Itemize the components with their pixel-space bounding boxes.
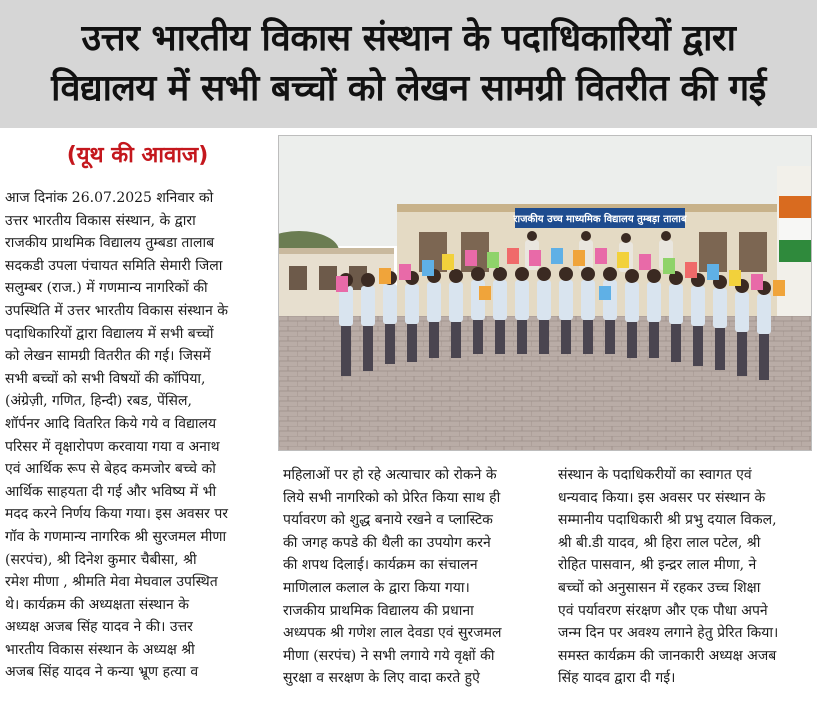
article-line: श्री बी.डी यादव, श्री हिरा लाल पटेल, श्री xyxy=(558,534,761,551)
article-line: भारतीय विकास संस्थान के अध्यक्ष श्री xyxy=(5,641,195,658)
article-line: महिलाओं पर हो रहे अत्याचार को रोकने के xyxy=(283,467,497,483)
article-line: सिंह यादव द्वारा दी गई। xyxy=(558,670,676,687)
article-line: बच्चों को अनुसासन में रहकर उच्च शिक्षा xyxy=(558,579,761,596)
article-line: अध्यक्ष अजब सिंह यादव ने की। उत्तर xyxy=(5,619,193,636)
article-line: अजब सिंह यादव ने कन्या भ्रूण हत्या व xyxy=(5,664,199,681)
article-column-3 xyxy=(558,464,812,690)
article-line: थे। कार्यक्रम की अध्यक्षता संस्थान के xyxy=(5,596,189,613)
article-column-2 xyxy=(283,464,538,690)
school-sign-text: राजकीय उच्च माध्यमिक विद्यालय तुम्बड़ा तालाब xyxy=(513,214,687,225)
article-line: रोहित पासवान, श्री इन्द्रर लाल मीणा, ने xyxy=(558,557,757,574)
article-line: सुरक्षा व सरक्षण के लिए वादा करते हुऐ xyxy=(283,670,480,687)
article-line: उपस्थिति में उत्तर भारतीय विकास संस्थान के xyxy=(5,302,229,319)
news-photo xyxy=(278,135,812,451)
article-line: राजकीय प्राथमिक विद्यालय की प्रधाना xyxy=(283,602,474,619)
article-line: राजकीय प्राथमिक विद्यालय तुम्बडा तालाब xyxy=(5,235,215,252)
headline-line-2: विद्यालय में सभी बच्चों को लेखन सामग्री वितरीत की गई xyxy=(51,68,766,109)
headline-banner xyxy=(0,0,817,128)
article-line: को लेखन सामग्री वितरीत की गई। जिसमें xyxy=(5,348,211,365)
article-line: एवं पर्यावरण संरक्षण और एक पौधा अपने xyxy=(558,602,768,619)
article-line: जन्म दिन पर अवश्य लगाने हेतु प्रेरित किया। xyxy=(558,625,779,642)
article-line: गॉव के गणमान्य नागरिक श्री सुरजमल मीणा xyxy=(5,528,227,545)
article-line: सदकडी उपला पंचायत समिति सेमारी जिला xyxy=(5,257,223,274)
article-line: (अंग्रेज़ी, गणित, हिन्दी) रबड, पेंसिल, xyxy=(5,393,192,410)
headline-line-1: उत्तर भारतीय विकास संस्थान के पदाधिकारियों द्वारा xyxy=(81,18,736,59)
article-line: माणिलाल कलाल के द्वारा किया गया। xyxy=(283,579,470,596)
article-line: की जगह कपडे की थैली का उपयोग करने xyxy=(283,534,491,551)
article-line: उत्तर भारतीय विकास संस्थान, के द्वारा xyxy=(5,212,196,229)
school-photo-illustration xyxy=(279,136,811,450)
article-line: की शपथ दिलाई। कार्यक्रम का संचालन xyxy=(283,557,478,574)
article-line: परिसर में वृक्षारोपण करवाया गया व अनाथ xyxy=(5,438,220,455)
article-line: पर्यावरण को शुद्ध बनाये रखने व प्लास्टिक xyxy=(283,512,493,529)
article-line: संस्थान के पदाधिकरीयों का स्वागत एवं xyxy=(558,467,752,483)
article-line: पदाधिकारियों द्वारा विद्यालय में सभी बच्चों xyxy=(5,325,214,342)
article-line: अध्यपक श्री गणेश लाल देवडा एवं सुरजमल xyxy=(283,625,502,642)
article-line: लिये सभी नागरिको को प्रेरित किया साथ ही xyxy=(283,489,501,506)
article-line: सम्मानीय पदाधिकारी श्री प्रभु दयाल विकल, xyxy=(558,512,777,529)
byline: (यूथ की आवाज) xyxy=(66,143,209,168)
article-line: एवं आर्थिक रूप से बेहद कमजोर बच्चे को xyxy=(5,461,216,478)
article-line: समस्त कार्यक्रम की जानकारी अध्यक्ष अजब xyxy=(558,647,777,664)
article-line: मीणा (सरपंच) ने सभी लगाये गये वृक्षों की xyxy=(283,647,495,664)
article-line: आर्थिक साहयता दी गई और भविष्य में भी xyxy=(5,483,217,500)
article-line: आज दिनांक 26.07.2025 शनिवार को xyxy=(5,190,214,206)
article-line: रमेश मीणा , श्रीमति मेवा मेघवाल उपस्थित xyxy=(5,574,218,591)
article-line: सलुम्बर (राज.) में गणमान्य नागरिकों की xyxy=(5,280,208,297)
article-line: मदद करने निर्णय किया गया। इस अवसर पर xyxy=(5,506,229,523)
article-line: (सरपंच), श्री दिनेश कुमार चैबीसा, श्री xyxy=(5,551,197,568)
article-column-1 xyxy=(5,187,267,684)
article-line: शॉर्पनर आदि वितरित किये गये व विद्यालय xyxy=(5,415,217,432)
article-line: सभी बच्चों को सभी विषयों की कॉपिया, xyxy=(5,370,206,387)
article-line: धन्यवाद किया। इस अवसर पर संस्थान के xyxy=(558,489,766,506)
